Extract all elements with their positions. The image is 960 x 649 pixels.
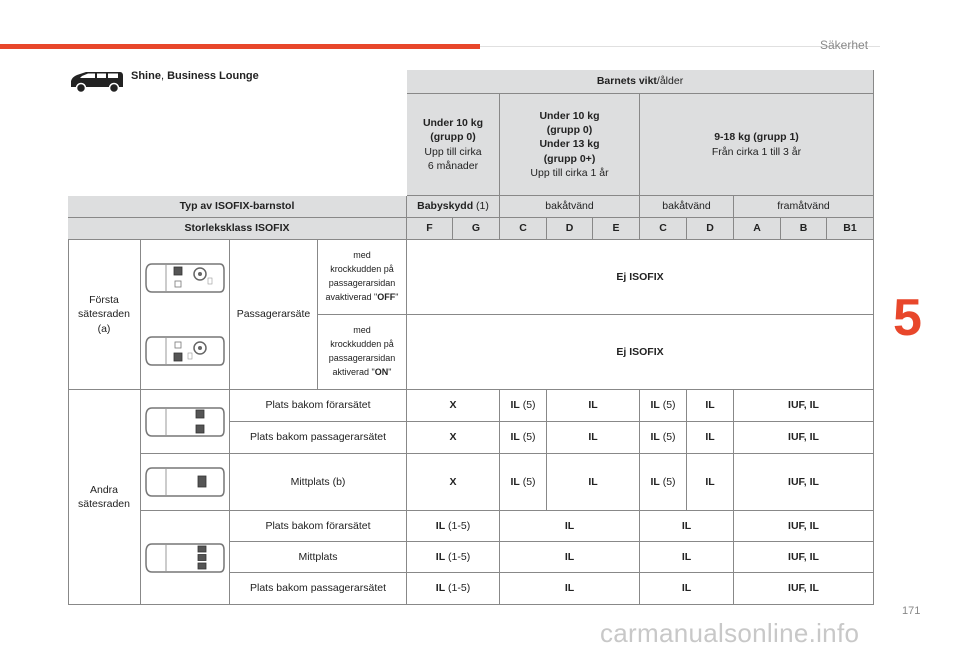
rear-a2-c4: IL (5) [640, 454, 687, 511]
size-0: F [407, 218, 453, 240]
size-5: C [640, 218, 687, 240]
airbag-off-label: med krockkudden på passagerarsidan avaktiverad "OFF" [318, 240, 407, 315]
rear-a0-seat: Plats bakom förarsätet [230, 390, 407, 422]
type-1: bakåtvänd [500, 196, 640, 218]
rear-b0-c2: IL [500, 511, 640, 542]
rear-b1-seat: Mittplats [230, 542, 407, 573]
rear-b2-c1: IL (1-5) [407, 573, 500, 605]
size-4: E [593, 218, 640, 240]
rear-a2-c2: IL (5) [500, 454, 547, 511]
size-2: C [500, 218, 547, 240]
rear-a0-c4: IL (5) [640, 390, 687, 422]
size-9: B1 [827, 218, 874, 240]
rear-seat-diagram-c [141, 511, 230, 605]
rear-middle-seat-icon [144, 462, 226, 502]
front-row-label: Första sätesraden (a) [68, 240, 141, 390]
front-seat-label: Passagerarsäte [230, 240, 318, 390]
front-seat-diagrams [141, 240, 230, 390]
rear-b0-c1: IL (1-5) [407, 511, 500, 542]
size-3: D [547, 218, 593, 240]
rear-a2-c3: IL [547, 454, 640, 511]
type-0: Babyskydd (1) [407, 196, 500, 218]
rear-a2-c6: IUF, IL [734, 454, 874, 511]
front-seat-airbag-off-icon [144, 258, 226, 298]
rear-a2-c1: X [407, 454, 500, 511]
rear-b2-seat: Plats bakom passagerarsätet [230, 573, 407, 605]
weight-group-1: Under 10 kg (grupp 0) Under 13 kg (grupp 0+) Upp till cirka 1 år [500, 94, 640, 196]
size-8: B [781, 218, 827, 240]
section-title: Säkerhet [820, 38, 869, 52]
rear-b0-c3: IL [640, 511, 734, 542]
rear-a2-c5: IL [687, 454, 734, 511]
size-label: Storleksklass ISOFIX [68, 218, 407, 240]
rear-b1-c3: IL [640, 542, 734, 573]
rear-a1-c2: IL (5) [500, 422, 547, 454]
rear-a0-c2: IL (5) [500, 390, 547, 422]
front-on-result: Ej ISOFIX [407, 315, 874, 390]
rear-b0-c4: IUF, IL [734, 511, 874, 542]
type-2: bakåtvänd [640, 196, 734, 218]
rear-b1-c4: IUF, IL [734, 542, 874, 573]
model-label: Shine, Business Lounge [131, 70, 259, 82]
page-number: 171 [902, 605, 921, 617]
rear-a1-c3: IL [547, 422, 640, 454]
type-label: Typ av ISOFIX-barnstol [68, 196, 407, 218]
type-3: framåtvänd [734, 196, 874, 218]
front-seat-airbag-on-icon [144, 331, 226, 371]
rear-a0-c6: IUF, IL [734, 390, 874, 422]
weight-header: Barnets vikt/ålder [407, 70, 874, 94]
front-off-result: Ej ISOFIX [407, 240, 874, 315]
rear-b0-seat: Plats bakom förarsätet [230, 511, 407, 542]
second-row-label: Andra sätesraden [68, 390, 141, 605]
size-7: A [734, 218, 781, 240]
weight-group-2: 9-18 kg (grupp 1) Från cirka 1 till 3 år [640, 94, 874, 196]
rear-a0-c1: X [407, 390, 500, 422]
watermark: carmanualsonline.info [600, 618, 860, 648]
weight-group-0: Under 10 kg (grupp 0) Upp till cirka 6 månader [407, 94, 500, 196]
rear-bench-seats-icon [144, 538, 226, 578]
rear-b2-c2: IL [500, 573, 640, 605]
rear-a2-seat: Mittplats (b) [230, 454, 407, 511]
airbag-on-label: med krockkudden på passagerarsidan aktiverad "ON" [318, 315, 407, 390]
rear-b1-c1: IL (1-5) [407, 542, 500, 573]
rear-seat-diagram-b [141, 454, 230, 511]
rear-a1-c1: X [407, 422, 500, 454]
rear-outer-seats-icon [144, 402, 226, 442]
rear-a1-c6: IUF, IL [734, 422, 874, 454]
rear-b1-c2: IL [500, 542, 640, 573]
rear-seat-diagram-a [141, 390, 230, 454]
rear-a1-seat: Plats bakom passagerarsätet [230, 422, 407, 454]
rear-b2-c4: IUF, IL [734, 573, 874, 605]
rear-b2-c3: IL [640, 573, 734, 605]
rear-a0-c3: IL [547, 390, 640, 422]
size-6: D [687, 218, 734, 240]
size-1: G [453, 218, 500, 240]
rear-a1-c4: IL (5) [640, 422, 687, 454]
chapter-number: 5 [893, 289, 922, 347]
rear-a0-c5: IL [687, 390, 734, 422]
rear-a1-c5: IL [687, 422, 734, 454]
